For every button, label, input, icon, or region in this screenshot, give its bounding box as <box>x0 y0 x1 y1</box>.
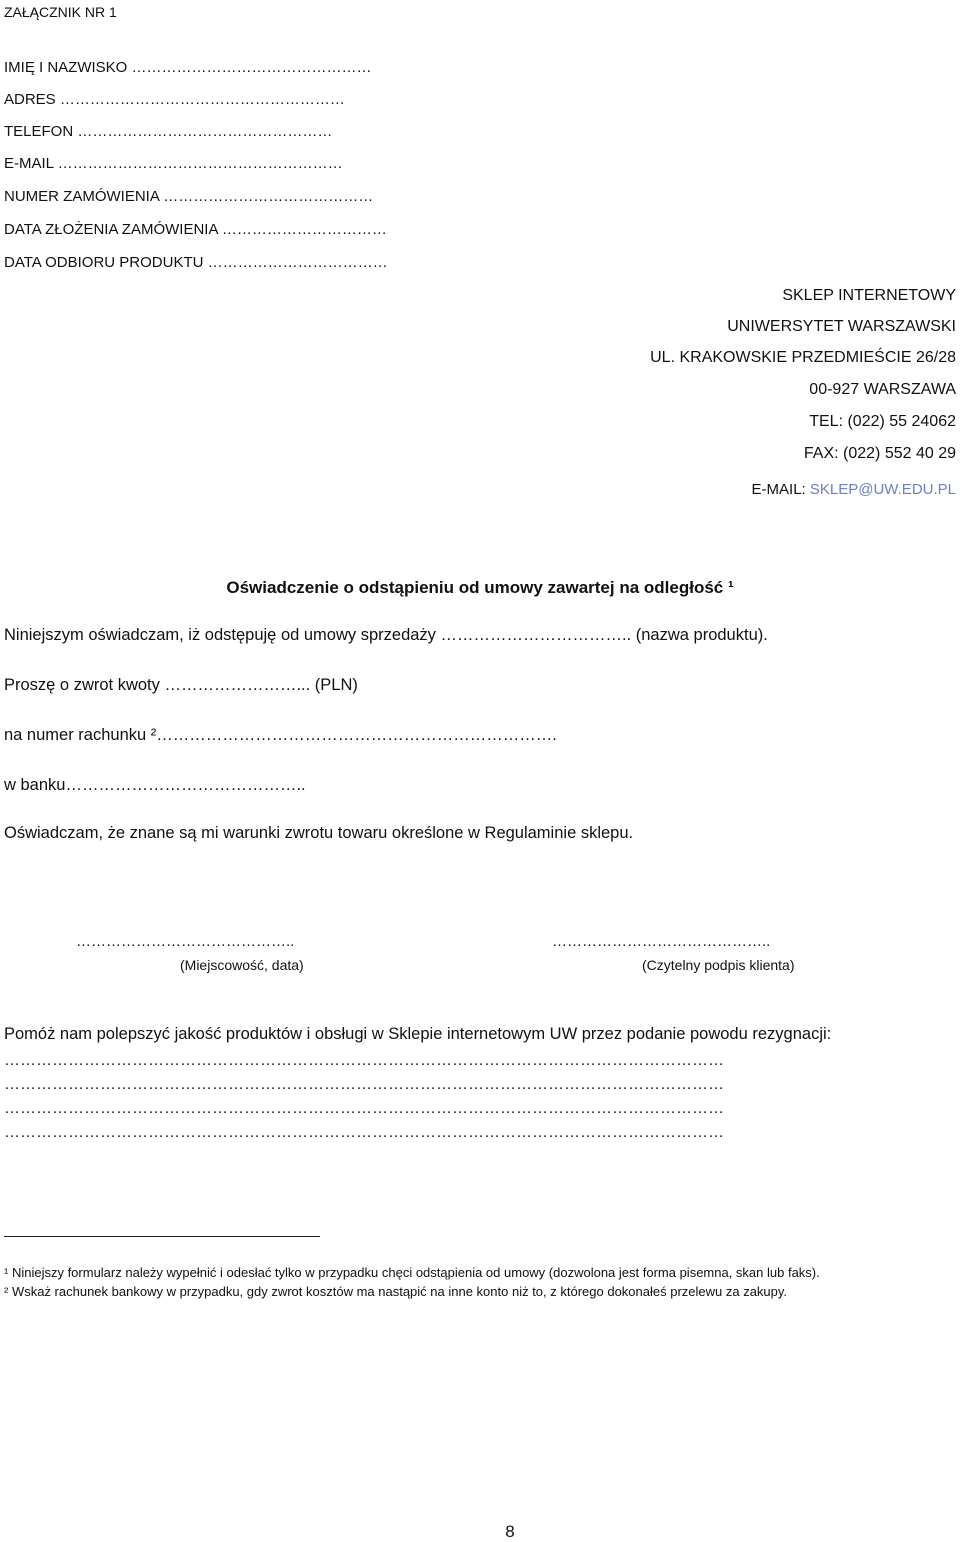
feedback-line[interactable]: ……………………………………………………………………………………………………………………… <box>4 1076 724 1093</box>
feedback-line[interactable]: ……………………………………………………………………………………………………………………… <box>4 1124 724 1141</box>
field-name[interactable] <box>4 59 372 76</box>
place-date-label: (Miejscowość, data) <box>180 957 304 973</box>
page-number: 8 <box>505 1522 515 1541</box>
field-label: NUMER ZAMÓWIENIA <box>4 188 160 205</box>
field-email[interactable] <box>4 155 343 172</box>
shop-email-label: E-MAIL: <box>751 481 806 498</box>
field-dots: …………………………………………… <box>77 123 333 140</box>
place-date-dots[interactable]: …………………………………….. <box>76 933 295 950</box>
signature-label: (Czytelny podpis klienta) <box>642 957 795 973</box>
field-order-date[interactable] <box>4 221 387 238</box>
statement-line-bank[interactable]: w banku…………………………………….. <box>4 776 306 794</box>
field-dots: …………………………………… <box>163 188 374 205</box>
statement-line-product[interactable]: Niniejszym oświadczam, iż odstępuję od umowy sprzedaży …………………………….. (nazwa produktu). <box>4 626 768 644</box>
field-receipt-date[interactable] <box>4 254 388 271</box>
field-dots: ………………………………………… <box>131 59 372 76</box>
footnote-2: ² Wskaż rachunek bankowy w przypadku, gdy zwrot kosztów ma nastąpić na inne konto niż to, z którego dokonałeś przelewu za zakupy. <box>4 1284 788 1299</box>
field-label: DATA ODBIORU PRODUKTU <box>4 254 204 271</box>
field-dots: ………………………………………………… <box>57 155 343 172</box>
field-dots: ……………………………… <box>207 254 388 271</box>
field-label: DATA ZŁOŻENIA ZAMÓWIENIA <box>4 221 218 238</box>
statement-line-account[interactable]: na numer rachunku ²………………………………………………………………. <box>4 726 557 744</box>
signature-dots[interactable]: …………………………………….. <box>552 933 771 950</box>
field-label: E-MAIL <box>4 155 54 172</box>
statement-line-amount[interactable]: Proszę o zwrot kwoty ……………………... (PLN) <box>4 676 358 694</box>
field-order-number[interactable] <box>4 188 373 205</box>
shop-email-row <box>752 481 956 498</box>
feedback-line[interactable]: ……………………………………………………………………………………………………………………… <box>4 1100 724 1117</box>
field-address[interactable] <box>4 91 345 108</box>
field-dots: ………………………………………………… <box>59 91 345 108</box>
annex-label: ZAŁĄCZNIK NR 1 <box>4 4 117 20</box>
footnote-1: ¹ Niniejszy formularz należy wypełnić i odesłać tylko w przypadku chęci odstąpienia od umowy (dozwolona jest forma pisemna, skan lub faks). <box>4 1265 820 1280</box>
footnote-divider <box>4 1236 320 1237</box>
field-label: ADRES <box>4 91 56 108</box>
shop-street: UL. KRAKOWSKIE PRZEDMIEŚCIE 26/28 <box>650 349 956 366</box>
feedback-prompt: Pomóż nam polepszyć jakość produktów i obsługi w Sklepie internetowym UW przez podanie powodu rezygnacji: <box>4 1025 832 1043</box>
shop-fax: FAX: (022) 552 40 29 <box>803 445 956 462</box>
feedback-line[interactable]: ……………………………………………………………………………………………………………………… <box>4 1052 724 1069</box>
field-label: TELEFON <box>4 123 74 140</box>
shop-university: UNIWERSYTET WARSZAWSKI <box>727 318 956 335</box>
shop-email-link[interactable]: SKLEP@UW.EDU.PL <box>809 481 956 498</box>
field-phone[interactable] <box>4 123 332 140</box>
shop-city: 00-927 WARSZAWA <box>809 381 956 398</box>
statement-title: Oświadczenie o odstąpieniu od umowy zawartej na odległość ¹ <box>226 578 734 597</box>
shop-name: SKLEP INTERNETOWY <box>782 287 956 304</box>
shop-tel: TEL: (022) 55 24062 <box>809 413 956 430</box>
statement-declaration: Oświadczam, że znane są mi warunki zwrotu towaru określone w Regulaminie sklepu. <box>4 824 634 842</box>
field-label: IMIĘ I NAZWISKO <box>4 59 128 76</box>
field-dots: …………………………… <box>221 221 387 238</box>
